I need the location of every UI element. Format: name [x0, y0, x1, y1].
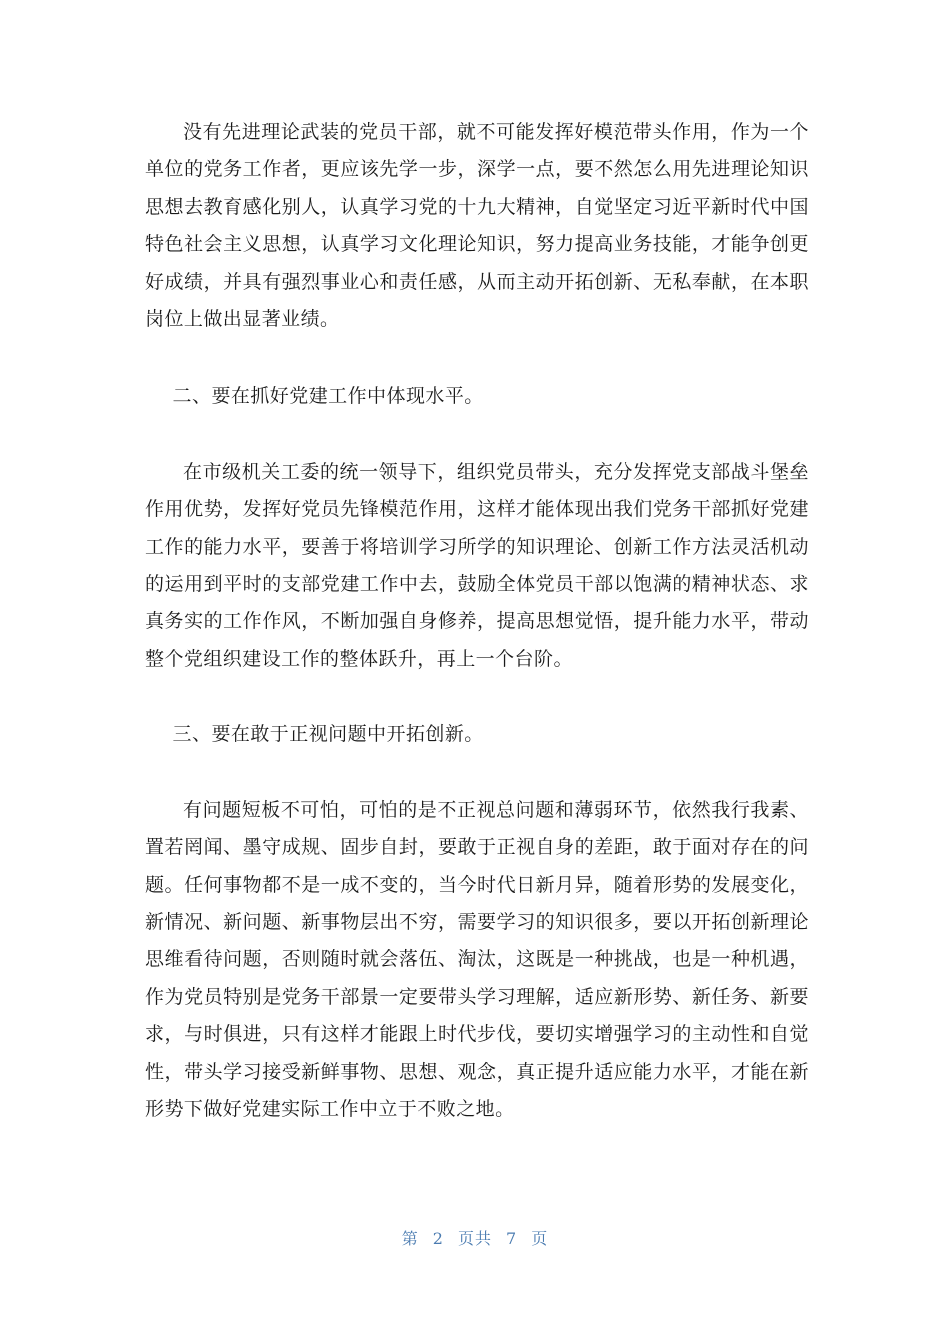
- footer-total-pages: 7: [506, 1229, 518, 1248]
- paragraph-2: 在市级机关工委的统一领导下，组织党员带头，充分发挥党支部战斗堡垒作用优势，发挥好党员先锋模范作用，这样才能体现出我们党务干部抓好党建工作的能力水平，要善于将培训学习所学的知识理论、创新工作方法灵活机动的运用到平时的支部党建工作中去，鼓励全体党员干部以饱满的精神状态、求真务实的工作作风，不断加强自身修养，提高思想觉悟，提升能力水平，带动整个党组织建设工作的整体跃升，再上一个台阶。: [145, 460, 809, 670]
- footer-suffix: 页: [531, 1229, 549, 1248]
- paragraph-1: 没有先进理论武装的党员干部，就不可能发挥好模范带头作用，作为一个单位的党务工作者，更应该先学一步，深学一点，要不然怎么用先进理论知识思想去教育感化别人，认真学习党的十九大精神，自觉坚定习近平新时代中国特色社会主义思想，认真学习文化理论知识，努力提高业务技能，才能争创更好成绩，并具有强烈事业心和责任感，从而主动开拓创新、无私奉献，在本职岗位上做出显著业绩。: [145, 121, 809, 331]
- footer-middle: 页共: [457, 1229, 492, 1248]
- document-body: [145, 114, 809, 1128]
- footer-prefix: 第: [401, 1229, 419, 1248]
- paragraph-3: 有问题短板不可怕，可怕的是不正视总问题和薄弱环节，依然我行我素、置若罔闻、墨守成规、固步自封，要敢于正视自身的差距，敢于面对存在的问题。任何事物都不是一成不变的，当今时代日新月异，随着形势的发展变化，新情况、新问题、新事物层出不穷，需要学习的知识很多，要以开拓创新理论思维看待问题，否则随时就会落伍、淘汰，这既是一种挑战，也是一种机遇，作为党员特别是党务干部景一定要带头学习理解，适应新形势、新任务、新要求，与时俱进，只有这样才能跟上时代步伐，要切实增强学习的主动性和自觉性，带头学习接受新鲜事物、思想、观念，真正提升适应能力水平，才能在新形势下做好党建实际工作中立于不败之地。: [145, 798, 809, 1120]
- section-heading-3: 三、要在敢于正视问题中开拓创新。: [172, 723, 484, 746]
- page-footer: [0, 1226, 950, 1249]
- footer-current-page: 2: [432, 1229, 444, 1248]
- section-heading-2: 二、要在抓好党建工作中体现水平。: [172, 385, 484, 408]
